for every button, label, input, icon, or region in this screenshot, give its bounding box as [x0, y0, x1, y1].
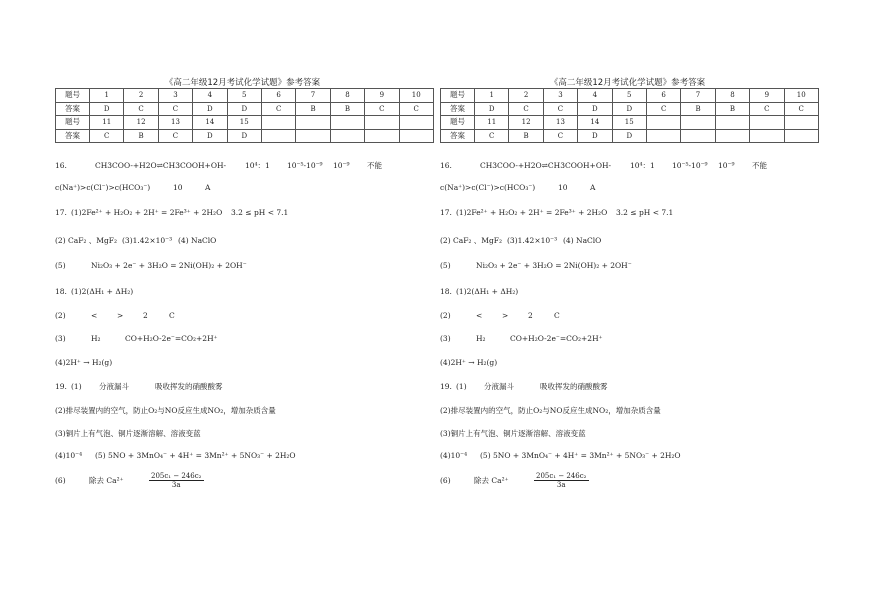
- table-cell: C: [750, 102, 784, 116]
- table-row: [56, 89, 434, 103]
- q18-line4: [440, 358, 497, 367]
- table-cell: [296, 129, 330, 143]
- table-cell: 6: [646, 89, 680, 103]
- table-cell: C: [365, 102, 399, 116]
- table-cell: 15: [612, 116, 646, 130]
- answer-text: (1)2(ΔH₁ + ΔH₂): [71, 287, 134, 296]
- answer-text: (1)2Fe²⁺ + H₂O₂ + 2H⁺ = 2Fe³⁺ + 2H₂O: [456, 208, 608, 217]
- table-cell: 14: [578, 116, 612, 130]
- question-number: 19.: [55, 382, 67, 391]
- answer-text: (3)铜片上有气泡、铜片逐渐溶解、溶液变蓝: [55, 429, 201, 438]
- q18-line2: [440, 311, 560, 320]
- table-row: [441, 89, 819, 103]
- answer-text: (2): [55, 311, 66, 320]
- table-cell: 10: [399, 89, 433, 103]
- table-cell: D: [193, 129, 227, 143]
- answer-text: 10⁴：1: [630, 161, 655, 170]
- answer-text: H₂: [91, 334, 101, 343]
- table-cell: D: [612, 129, 646, 143]
- answer-text: 2: [528, 311, 533, 320]
- answer-text: >: [117, 311, 124, 320]
- answer-text: (4) NaClO: [563, 236, 602, 245]
- answer-text: C: [554, 311, 560, 320]
- table-cell: 5: [227, 89, 261, 103]
- q16-line1: [440, 160, 767, 171]
- table-cell: [399, 129, 433, 143]
- row-label: 题号: [441, 116, 475, 130]
- answer-text: >: [502, 311, 509, 320]
- table-cell: 12: [509, 116, 543, 130]
- table-cell: 1: [475, 89, 509, 103]
- answer-text: (3): [55, 334, 66, 343]
- q17-line2: [440, 235, 601, 246]
- question-number: 16.: [440, 161, 452, 170]
- row-label: 题号: [56, 116, 90, 130]
- table-cell: B: [330, 102, 364, 116]
- table-cell: 5: [612, 89, 646, 103]
- q18-line3: [55, 334, 218, 343]
- answer-text: (4)10⁻⁴: [440, 451, 468, 460]
- table-cell: D: [193, 102, 227, 116]
- row-label: 答案: [56, 102, 90, 116]
- q19-line1: [55, 381, 223, 392]
- answer-text: (1)2(ΔH₁ + ΔH₂): [456, 287, 519, 296]
- table-cell: [261, 129, 295, 143]
- answer-text: 10⁻⁹: [333, 161, 350, 170]
- answer-text: (2)排尽装置内的空气，防止O₂与NO反应生成NO₂，增加杂质含量: [55, 406, 276, 415]
- answer-text: Ni₂O₃ + 2e⁻ + 3H₂O = 2Ni(OH)₂ + 2OH⁻: [476, 261, 632, 270]
- answer-table: [440, 88, 819, 143]
- table-cell: B: [509, 129, 543, 143]
- table-cell: 15: [227, 116, 261, 130]
- table-cell: D: [612, 102, 646, 116]
- table-cell: [715, 116, 749, 130]
- answer-text: 10: [558, 183, 568, 192]
- answer-text: 10: [173, 183, 183, 192]
- table-cell: C: [784, 102, 818, 116]
- page-title: 《高二年级12月考试化学试题》参考答案: [164, 78, 321, 88]
- q18-line1: [440, 287, 518, 296]
- answer-text: CO+H₂O-2e⁻=CO₂+2H⁺: [510, 334, 603, 343]
- table-cell: C: [509, 102, 543, 116]
- answer-text: 分液漏斗: [99, 382, 129, 391]
- table-cell: 9: [750, 89, 784, 103]
- answer-text: A: [205, 183, 211, 192]
- answer-text: <: [91, 311, 98, 320]
- table-cell: [330, 129, 364, 143]
- answer-text: (3)1.42×10⁻³: [122, 236, 173, 245]
- table-cell: C: [646, 102, 680, 116]
- table-row: [56, 102, 434, 116]
- fraction-denominator: 3a: [171, 481, 181, 489]
- answer-text: (1): [456, 382, 467, 391]
- table-cell: 11: [90, 116, 124, 130]
- answer-sheet-left: [55, 0, 455, 615]
- question-number: 18.: [440, 287, 452, 296]
- answer-text: (5) 5NO + 3MnO₄⁻ + 4H⁺ = 3Mn²⁺ + 5NO₃⁻ + 2H₂O: [95, 451, 296, 460]
- table-cell: [296, 116, 330, 130]
- q18-line1: [55, 287, 133, 296]
- answer-text: 吸收挥发的硝酸酸雾: [540, 382, 608, 391]
- q18-line4: [55, 358, 112, 367]
- question-number: 19.: [440, 382, 452, 391]
- question-number: 16.: [55, 161, 67, 170]
- answer-table: [55, 88, 434, 143]
- table-row: [56, 129, 434, 143]
- table-cell: 4: [578, 89, 612, 103]
- answer-text: (6): [440, 475, 451, 485]
- table-cell: 1: [90, 89, 124, 103]
- q16-line1: [55, 160, 382, 171]
- answer-text: (4)10⁻⁴: [55, 451, 83, 460]
- answer-text: H₂: [476, 334, 486, 343]
- table-cell: C: [475, 129, 509, 143]
- answer-text: 除去 Ca²⁺: [89, 475, 124, 485]
- answer-text: (4)2H⁺ → H₂(g): [55, 358, 113, 367]
- q19-line4: [440, 451, 681, 460]
- table-cell: C: [543, 102, 577, 116]
- table-cell: 8: [715, 89, 749, 103]
- table-cell: [261, 116, 295, 130]
- table-cell: [365, 129, 399, 143]
- table-cell: C: [158, 102, 192, 116]
- table-cell: [399, 116, 433, 130]
- q19-line1: [440, 381, 608, 392]
- answer-text: (1): [71, 382, 82, 391]
- answer-text: CO+H₂O-2e⁻=CO₂+2H⁺: [125, 334, 218, 343]
- answer-text: C: [169, 311, 175, 320]
- table-row: [56, 116, 434, 130]
- table-cell: 7: [296, 89, 330, 103]
- fraction-denominator: 3a: [556, 481, 566, 489]
- answer-text: (1)2Fe²⁺ + H₂O₂ + 2H⁺ = 2Fe³⁺ + 2H₂O: [71, 208, 223, 217]
- answer-text: (2) CaF₂ 、MgF₂: [440, 236, 503, 245]
- table-row: [441, 129, 819, 143]
- table-row: [441, 102, 819, 116]
- table-cell: [365, 116, 399, 130]
- answer-text: <: [476, 311, 483, 320]
- answer-text: 除去 Ca²⁺: [474, 475, 509, 485]
- page-title: 《高二年级12月考试化学试题》参考答案: [549, 78, 706, 88]
- table-cell: C: [543, 129, 577, 143]
- table-cell: [784, 129, 818, 143]
- table-cell: 9: [365, 89, 399, 103]
- fraction: [534, 472, 589, 489]
- question-number: 18.: [55, 287, 67, 296]
- answer-text: 不能: [752, 161, 767, 170]
- answer-text: (3): [440, 334, 451, 343]
- question-number: 17.: [55, 208, 67, 217]
- row-label: 答案: [441, 102, 475, 116]
- table-cell: D: [227, 129, 261, 143]
- table-cell: 3: [543, 89, 577, 103]
- answer-text: (3)铜片上有气泡、铜片逐渐溶解、溶液变蓝: [440, 429, 586, 438]
- q18-line3: [440, 334, 603, 343]
- table-cell: [681, 116, 715, 130]
- q17-line3: [440, 261, 632, 270]
- table-cell: [750, 129, 784, 143]
- answer-text: 10⁻⁵-10⁻⁹: [287, 161, 323, 170]
- q16-line2: [440, 183, 595, 192]
- q17-line3: [55, 261, 247, 270]
- answer-text: (2): [440, 311, 451, 320]
- table-cell: D: [578, 102, 612, 116]
- answer-text: CH3COO-+H2O⇌CH3COOH+OH-: [95, 161, 227, 170]
- table-cell: [646, 129, 680, 143]
- table-cell: 10: [784, 89, 818, 103]
- q17-line1: [440, 208, 673, 217]
- row-label: 题号: [441, 89, 475, 103]
- fraction-numerator: 205c₁ − 246c₂: [151, 472, 202, 480]
- table-cell: 11: [475, 116, 509, 130]
- table-cell: 2: [509, 89, 543, 103]
- table-cell: 7: [681, 89, 715, 103]
- answer-text: 10⁻⁵-10⁻⁹: [672, 161, 708, 170]
- q17-line1: [55, 208, 288, 217]
- answer-sheet-right: [440, 0, 840, 615]
- q19-line5: [440, 472, 589, 489]
- fraction: [149, 472, 204, 489]
- table-cell: 13: [543, 116, 577, 130]
- table-cell: [646, 116, 680, 130]
- q19-line3: [440, 428, 586, 439]
- answer-text: 10⁻⁹: [718, 161, 735, 170]
- table-cell: 6: [261, 89, 295, 103]
- row-label: 答案: [56, 129, 90, 143]
- answer-text: 10⁴：1: [245, 161, 270, 170]
- q16-line2: [55, 183, 210, 192]
- row-label: 答案: [441, 129, 475, 143]
- table-cell: B: [681, 102, 715, 116]
- q18-line2: [55, 311, 175, 320]
- table-cell: [715, 129, 749, 143]
- table-cell: 14: [193, 116, 227, 130]
- table-cell: C: [158, 129, 192, 143]
- answer-text: A: [590, 183, 596, 192]
- answer-text: (5) 5NO + 3MnO₄⁻ + 4H⁺ = 3Mn²⁺ + 5NO₃⁻ + 2H₂O: [480, 451, 681, 460]
- answer-text: (3)1.42×10⁻³: [507, 236, 558, 245]
- table-cell: D: [578, 129, 612, 143]
- table-cell: C: [261, 102, 295, 116]
- answer-text: 3.2 ≤ pH < 7.1: [231, 208, 289, 217]
- table-cell: D: [227, 102, 261, 116]
- q19-line2: [55, 405, 276, 416]
- answer-text: CH3COO-+H2O⇌CH3COOH+OH-: [480, 161, 612, 170]
- q17-line2: [55, 235, 216, 246]
- table-cell: 8: [330, 89, 364, 103]
- answer-text: c(Na⁺)>c(Cl⁻)>c(HCO₃⁻): [55, 183, 151, 192]
- table-cell: B: [715, 102, 749, 116]
- table-cell: B: [296, 102, 330, 116]
- table-cell: 13: [158, 116, 192, 130]
- table-cell: 3: [158, 89, 192, 103]
- answer-text: 吸收挥发的硝酸酸雾: [155, 382, 223, 391]
- q19-line4: [55, 451, 296, 460]
- answer-text: (2) CaF₂ 、MgF₂: [55, 236, 118, 245]
- answer-text: (4)2H⁺ → H₂(g): [440, 358, 498, 367]
- table-cell: 4: [193, 89, 227, 103]
- table-cell: C: [90, 129, 124, 143]
- answer-text: (6): [55, 475, 66, 485]
- table-cell: D: [90, 102, 124, 116]
- answer-text: Ni₂O₃ + 2e⁻ + 3H₂O = 2Ni(OH)₂ + 2OH⁻: [91, 261, 247, 270]
- fraction-numerator: 205c₁ − 246c₂: [536, 472, 587, 480]
- table-cell: C: [124, 102, 158, 116]
- answer-text: (2)排尽装置内的空气，防止O₂与NO反应生成NO₂，增加杂质含量: [440, 406, 661, 415]
- table-cell: 2: [124, 89, 158, 103]
- q19-line3: [55, 428, 201, 439]
- table-cell: B: [124, 129, 158, 143]
- table-cell: C: [399, 102, 433, 116]
- question-number: 17.: [440, 208, 452, 217]
- answer-text: 不能: [367, 161, 382, 170]
- table-cell: [784, 116, 818, 130]
- table-row: [441, 116, 819, 130]
- answer-text: (5): [440, 261, 451, 270]
- table-cell: [750, 116, 784, 130]
- table-cell: [330, 116, 364, 130]
- answer-text: (5): [55, 261, 66, 270]
- answer-text: 分液漏斗: [484, 382, 514, 391]
- answer-text: (4) NaClO: [178, 236, 217, 245]
- answer-text: 2: [143, 311, 148, 320]
- table-cell: [681, 129, 715, 143]
- answer-text: c(Na⁺)>c(Cl⁻)>c(HCO₃⁻): [440, 183, 536, 192]
- table-cell: D: [475, 102, 509, 116]
- q19-line5: [55, 472, 204, 489]
- q19-line2: [440, 405, 661, 416]
- answer-text: 3.2 ≤ pH < 7.1: [616, 208, 674, 217]
- table-cell: 12: [124, 116, 158, 130]
- row-label: 题号: [56, 89, 90, 103]
